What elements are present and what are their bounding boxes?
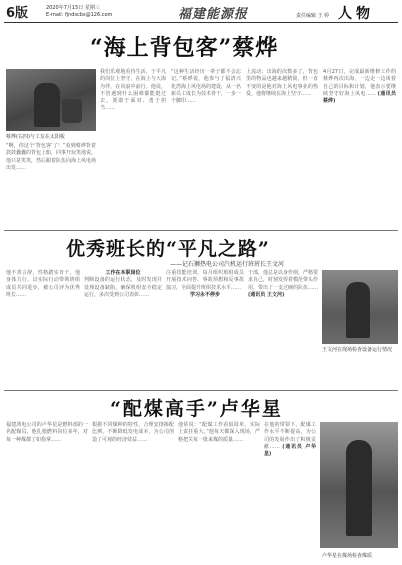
article2-column: [6, 270, 80, 390]
article2-subtitle: ——记石狮热电公司汽机运行班班长王文河: [170, 261, 285, 268]
article2-column-text: 判断设备的运行状态，及时发现并处理设备缺陷，确保机组安全稳定运行，多次受到公司表彰……: [84, 277, 162, 298]
article3-signature: (通讯员 卢华星): [264, 443, 316, 458]
article3-title: “配煤高手”卢华星: [110, 398, 283, 420]
article3-column-text: 在他的带领下，配煤工作水平不断提高，为公司的发展作出了积极贡献……: [264, 422, 316, 450]
editor-credit: 责任编辑 王 婷: [296, 13, 330, 19]
article1-signature: (通讯员 蔡烨): [323, 90, 396, 105]
section-divider: [4, 230, 398, 231]
article1-column: 我们乐观地看待生活，于平凡的岗位上坚守，在海上与大海为伴，在风浪中前行。他说，不管遇到什么困难都能挺过去，要敢于面对、勇于担当……: [100, 69, 166, 112]
page-header: [0, 0, 402, 26]
article1-photo-caption: 蔡烨(右四)与工友在太阳板: [6, 134, 65, 140]
article2-column-text: 他不善言辞，性格踏实肯干，他身体力行，以实际行动带领班组成员共同进步，被公司评为优秀班长……: [6, 270, 80, 298]
article2-photo-caption: 王文河在现场检查设备运行情况: [322, 347, 393, 353]
article1-column: [323, 69, 396, 229]
article2-subheading: 工作在本职岗位: [105, 270, 141, 276]
article2-column: [84, 270, 162, 390]
article2-column-text: 干部，他总是以身作则，严格要求自己，时刻发挥着模范带头作用，带出了一支过硬的队伍……: [248, 270, 319, 291]
article2-title: 优秀班长的“平凡之路”: [66, 238, 270, 260]
section-divider: [4, 390, 398, 391]
section-title: 人物: [338, 6, 374, 22]
article1-column: “这种生活经历一辈子都不会忘记。”蔡烨说，他参与了福清兴化湾海上风电场的建设，从一名新员工成长为技术骨干，一步一个脚印……: [171, 69, 242, 105]
article3-photo: [320, 422, 398, 548]
article2-column: [166, 270, 244, 390]
article1-title: “海上背包客”蔡烨: [90, 35, 279, 61]
issue-date: 2020年7月15日 星期三: [46, 5, 100, 11]
article2-column-text: 注重技能培训，每月组织班组成员开展技术问答、事故预想和反事故演习，全面提升班组技术水平……: [166, 270, 244, 291]
person-figure: [346, 282, 370, 338]
article3-column: [264, 422, 316, 562]
person-figure: [62, 99, 82, 123]
article1-column-text: 4月27日，完成最新维修工作的蔡烨再次出海，一边走一边谈着自己的目标和计划，他表示要继续坚守好海上风电……: [323, 69, 396, 97]
article3-photo-caption: 卢华星在煤场检查煤质: [322, 553, 373, 559]
person-figure: [34, 83, 60, 127]
article2-subheading: 学习永不停步: [189, 291, 220, 298]
article2-signature: (通讯员 王文河): [248, 291, 285, 298]
article1-column: 上流动；出海的次数多了，背包里的物品也越来越精简，但一直不变的是他对海上风电事业的热爱。他将继续在海上坚守……: [246, 69, 318, 97]
article1-column: “啊，你这个‘背包客’了！”看到蔡烨背着鼓鼓囊囊的背包上船，同事开玩笑地说。他只是笑笑，然后跟着队伍向海上风电场出发……: [6, 143, 97, 171]
article3-column: 根据不同煤种的特性，合理安排掺配比例，不断降低发电成本，为公司创造了可观的经济效益……: [92, 422, 174, 443]
email-address: E-mail: fjndscbs@126.com: [46, 12, 113, 18]
article1-photo: [6, 69, 96, 131]
newspaper-masthead: 福建能源报: [178, 7, 249, 22]
page-number: 6版: [6, 6, 29, 21]
article3-column: 福建鸿电公司的卢华星是燃料部的一名配煤员，他扎根燃料岗位多年，对每一种煤都了如指掌……: [6, 422, 88, 443]
article2-column: [248, 270, 318, 390]
header-rule: [4, 22, 398, 23]
person-figure: [346, 440, 372, 536]
article3-column: 他常说：“配煤工作看似简单，实际上责任重大。”他每天都深入现场，严格把关每一批来煤的质量……: [178, 422, 260, 443]
article2-photo: [322, 270, 398, 344]
